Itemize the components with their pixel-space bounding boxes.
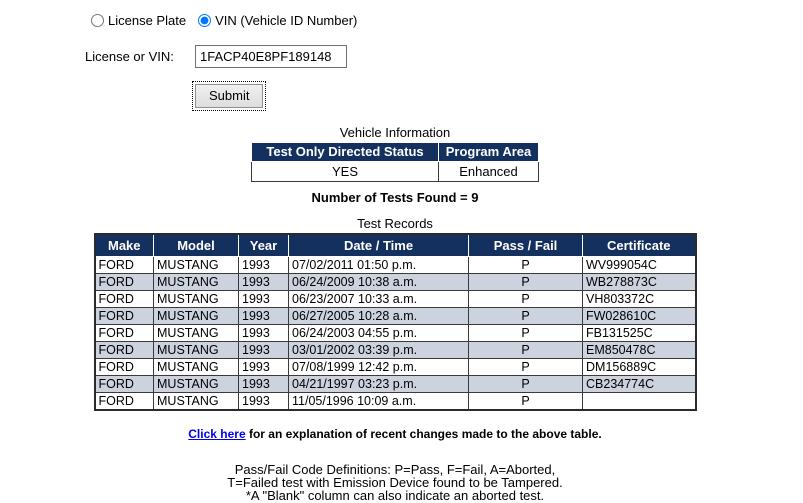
model-cell: MUSTANG [154, 257, 239, 274]
year-cell: 1993 [239, 257, 289, 274]
date-time-cell: 11/05/1996 10:09 a.m. [289, 393, 469, 411]
model-cell: MUSTANG [154, 291, 239, 308]
license-plate-radio[interactable] [91, 14, 104, 27]
make-cell: FORD [95, 376, 154, 393]
pass-fail-cell: P [469, 359, 583, 376]
date-time-cell: 07/08/1999 12:42 p.m. [289, 359, 469, 376]
license-or-vin-label: License or VIN: [85, 49, 174, 64]
pass-fail-definitions [0, 463, 790, 502]
pass-fail-cell: P [469, 257, 583, 274]
year-cell: 1993 [239, 274, 289, 291]
vin-radio[interactable] [198, 14, 211, 27]
table-row [95, 291, 696, 308]
col-make: Make [95, 234, 154, 257]
table-row [95, 308, 696, 325]
pass-fail-cell: P [469, 291, 583, 308]
pass-fail-cell: P [469, 393, 583, 411]
pass-fail-cell: P [469, 274, 583, 291]
year-cell: 1993 [239, 342, 289, 359]
col-program-area: Program Area [439, 143, 539, 162]
pass-fail-cell: P [469, 376, 583, 393]
license-plate-radio-option[interactable] [91, 13, 186, 28]
definition-line: T=Failed test with Emission Device found to be Tampered. [227, 475, 563, 490]
date-time-cell: 06/27/2005 10:28 a.m. [289, 308, 469, 325]
click-here-suffix: for an explanation of recent changes made to the above table. [245, 427, 602, 441]
year-cell: 1993 [239, 359, 289, 376]
make-cell: FORD [95, 257, 154, 274]
model-cell: MUSTANG [154, 359, 239, 376]
date-time-cell: 03/01/2002 03:39 p.m. [289, 342, 469, 359]
license-plate-radio-label: License Plate [108, 13, 187, 28]
certificate-cell: CB234774C [583, 376, 696, 393]
test-records-header-row [95, 234, 696, 257]
date-time-cell: 04/21/1997 03:23 p.m. [289, 376, 469, 393]
col-pass-fail: Pass / Fail [469, 234, 583, 257]
certificate-cell [583, 393, 696, 411]
certificate-cell: DM156889C [583, 359, 696, 376]
table-row [95, 257, 696, 274]
vehicle-info-header-row [252, 143, 539, 162]
model-cell: MUSTANG [154, 393, 239, 411]
make-cell: FORD [95, 308, 154, 325]
make-cell: FORD [95, 359, 154, 376]
certificate-cell: WV999054C [583, 257, 696, 274]
date-time-cell: 06/23/2007 10:33 a.m. [289, 291, 469, 308]
table-row [95, 393, 696, 411]
make-cell: FORD [95, 325, 154, 342]
table-row [95, 376, 696, 393]
test-only-directed-status-value: YES [252, 162, 439, 182]
table-row [95, 342, 696, 359]
program-area-value: Enhanced [439, 162, 539, 182]
certificate-cell: VH803372C [583, 291, 696, 308]
make-cell: FORD [95, 342, 154, 359]
year-cell: 1993 [239, 291, 289, 308]
test-records-table [94, 233, 697, 411]
make-cell: FORD [95, 393, 154, 411]
table-row [95, 274, 696, 291]
date-time-cell: 06/24/2003 04:55 p.m. [289, 325, 469, 342]
year-cell: 1993 [239, 325, 289, 342]
make-cell: FORD [95, 274, 154, 291]
vehicle-info-row [252, 162, 539, 182]
definition-line: *A "Blank" column can also indicate an aborted test. [245, 488, 545, 503]
date-time-cell: 07/02/2011 01:50 p.m. [289, 257, 469, 274]
vehicle-information-title: Vehicle Information [339, 125, 451, 140]
submit-button[interactable]: Submit [195, 84, 263, 108]
certificate-cell: FW028610C [583, 308, 696, 325]
col-date-time: Date / Time [289, 234, 469, 257]
search-form [0, 0, 803, 108]
test-records-title: Test Records [357, 216, 433, 231]
model-cell: MUSTANG [154, 274, 239, 291]
click-here-link[interactable]: Click here [188, 427, 246, 441]
model-cell: MUSTANG [154, 308, 239, 325]
vehicle-information-table [251, 142, 539, 182]
certificate-cell: EM850478C [583, 342, 696, 359]
col-year: Year [239, 234, 289, 257]
model-cell: MUSTANG [154, 325, 239, 342]
vin-radio-option[interactable] [198, 13, 357, 28]
number-of-tests-found: Number of Tests Found = 9 [311, 190, 479, 205]
table-row [95, 359, 696, 376]
search-type-radio-group [85, 13, 803, 28]
certificate-cell: WB278873C [583, 274, 696, 291]
table-row [95, 325, 696, 342]
license-or-vin-row [85, 45, 803, 68]
vin-radio-label: VIN (Vehicle ID Number) [215, 13, 358, 28]
table-changes-note [0, 427, 790, 441]
year-cell: 1993 [239, 308, 289, 325]
certificate-cell: FB131525C [583, 325, 696, 342]
definition-line: Pass/Fail Code Definitions: P=Pass, F=Fail, A=Aborted, [234, 462, 556, 477]
make-cell: FORD [95, 291, 154, 308]
col-model: Model [154, 234, 239, 257]
pass-fail-cell: P [469, 308, 583, 325]
pass-fail-cell: P [469, 325, 583, 342]
year-cell: 1993 [239, 393, 289, 411]
pass-fail-cell: P [469, 342, 583, 359]
results-column [0, 125, 790, 502]
date-time-cell: 06/24/2009 10:38 a.m. [289, 274, 469, 291]
model-cell: MUSTANG [154, 376, 239, 393]
col-test-only-directed-status: Test Only Directed Status [252, 143, 439, 162]
year-cell: 1993 [239, 376, 289, 393]
model-cell: MUSTANG [154, 342, 239, 359]
col-certificate: Certificate [583, 234, 696, 257]
license-or-vin-input[interactable] [195, 45, 347, 68]
submit-row [85, 84, 803, 108]
